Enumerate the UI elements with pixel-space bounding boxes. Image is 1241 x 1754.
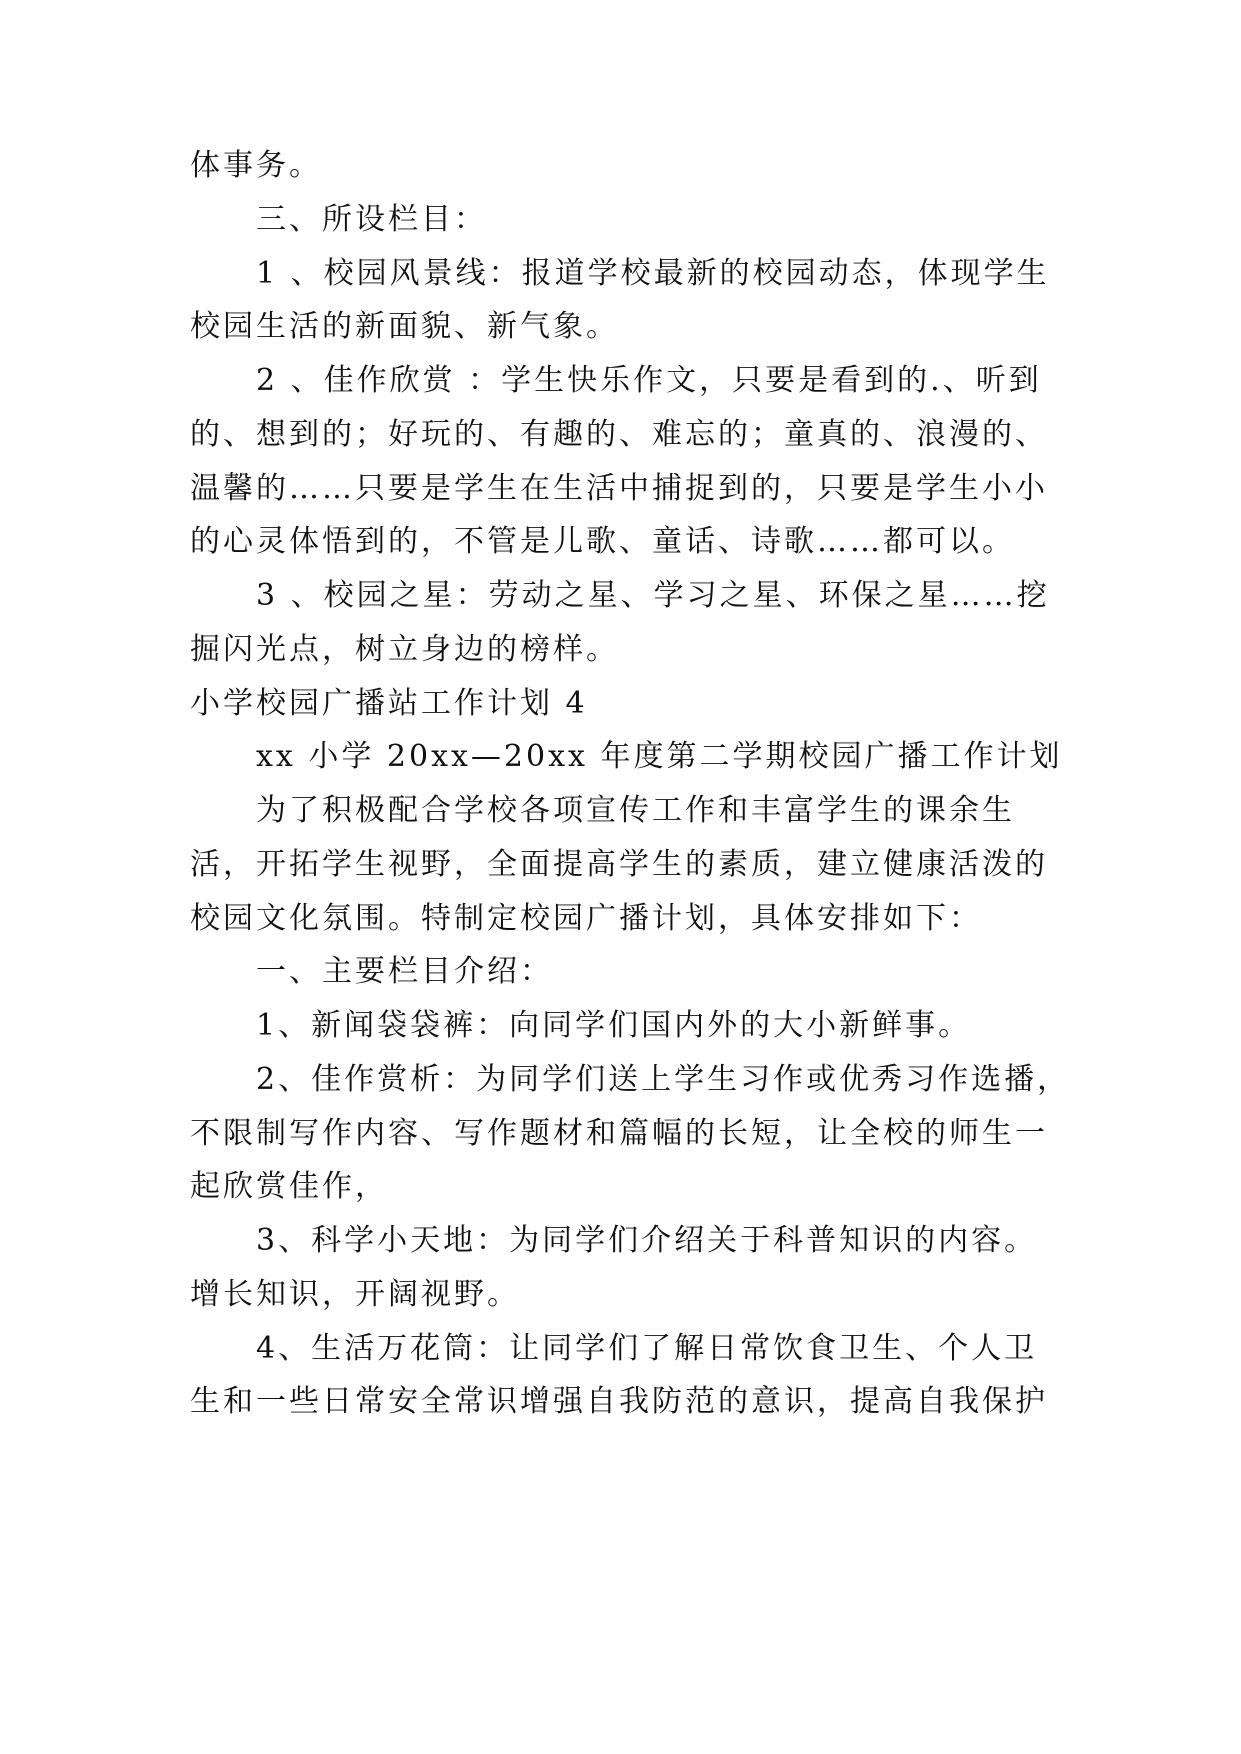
text-line: 4、生活万花筒：让同学们了解日常饮食卫生、个人卫 <box>256 1331 1038 1366</box>
subtitle: xx 小学 20xx—20xx 年度第二学期校园广播工作计划 <box>256 739 1063 774</box>
text-line: 2 、佳作欣赏 ：学生快乐作文，只要是看到的.、听到 <box>256 363 1042 398</box>
text-line: 不限制写作内容、写作题材和篇幅的长短，让全校的师生一 <box>190 1116 1048 1151</box>
text-line: 为了积极配合学校各项宣传工作和丰富学生的课余生 <box>256 793 1015 828</box>
text-line: 2、佳作赏析：为同学们送上学生习作或优秀习作选播， <box>256 1062 1071 1097</box>
text-line: 1、新闻袋袋裤：向同学们国内外的大小新鲜事。 <box>256 1008 972 1043</box>
text-line: 1 、校园风景线：报道学校最新的校园动态，体现学生 <box>256 256 1050 291</box>
text-line: 活，开拓学生视野，全面提高学生的素质，建立健康活泼的 <box>190 847 1048 882</box>
text-line: 3 、校园之星：劳动之星、学习之星、环保之星……挖 <box>256 578 1050 613</box>
text-line: 生和一些日常安全常识增强自我防范的意识，提高自我保护 <box>190 1384 1048 1419</box>
text-line: 体事务。 <box>190 148 322 183</box>
section-heading: 一、主要栏目介绍： <box>256 954 553 989</box>
text-line: 温馨的……只要是学生在生活中捕捉到的，只要是学生小小 <box>190 471 1048 506</box>
text-line: 起欣赏佳作， <box>190 1169 388 1204</box>
text-line: 3、科学小天地：为同学们介绍关于科普知识的内容。 <box>256 1223 1038 1258</box>
text-line: 掘闪光点，树立身边的榜样。 <box>190 632 619 667</box>
text-line: 校园生活的新面貌、新气象。 <box>190 309 619 344</box>
section-heading: 三、所设栏目： <box>256 202 487 237</box>
text-line: 的、想到的；好玩的、有趣的、难忘的；童真的、浪漫的、 <box>190 417 1048 452</box>
document-title: 小学校园广播站工作计划 4 <box>190 686 588 721</box>
text-line: 校园文化氛围。特制定校园广播计划，具体安排如下： <box>190 901 982 936</box>
text-line: 的心灵体悟到的，不管是儿歌、童话、诗歌……都可以。 <box>190 524 1015 559</box>
text-line: 增长知识，开阔视野。 <box>190 1277 520 1312</box>
